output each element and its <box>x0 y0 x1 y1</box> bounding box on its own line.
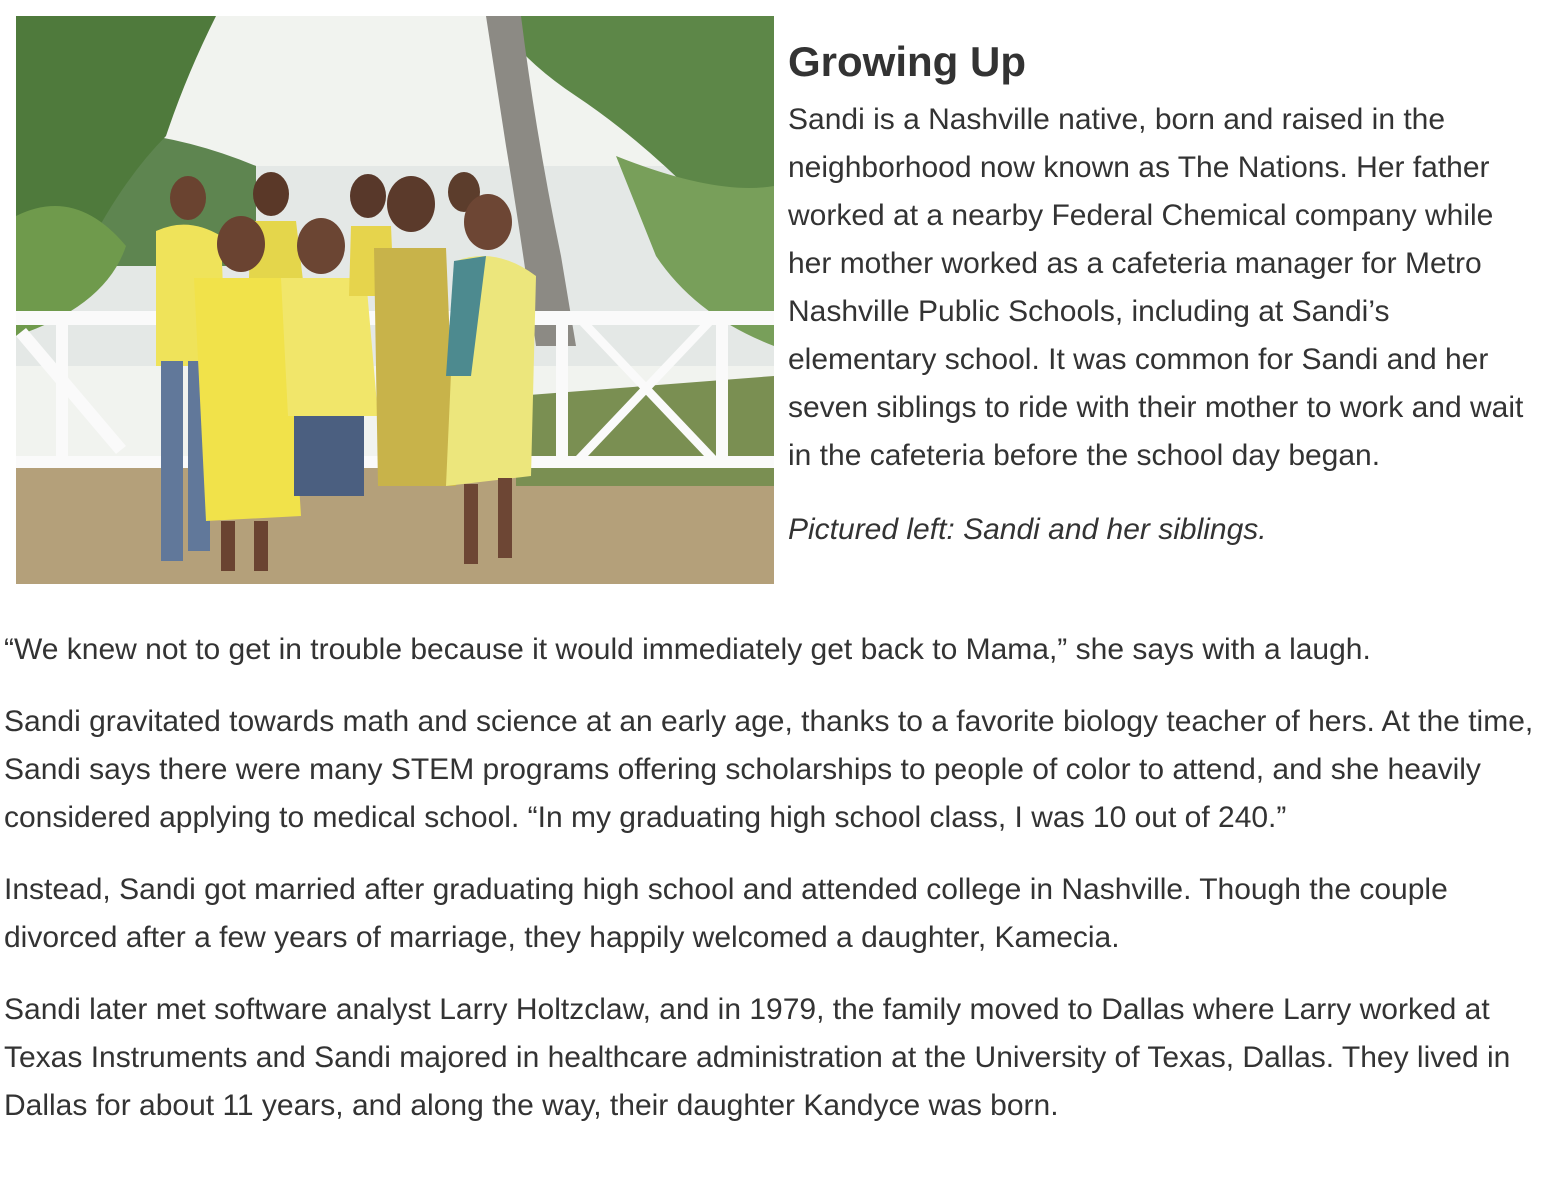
marriage-paragraph: Instead, Sandi got married after graduating high school and attended college in Nashville. Though the couple divorced after a few years of marriage, they happily welcomed a daughter, Kamecia. <box>4 873 1448 954</box>
section-heading: Growing Up <box>788 38 1026 85</box>
intro-paragraph: Sandi is a Nashville native, born and raised in the neighborhood now known as The Nations. Her father worked at a nearby Federal Chemical company while her mother worked as a cafeteria manager for Metro Nashville Public Schools, including at Sandi’s elementary school. It was common for Sandi and her seven siblings to ride with their mother to work and wait in the cafeteria before the school day began. <box>788 103 1524 472</box>
siblings-photo <box>16 16 774 584</box>
quote-paragraph: “We knew not to get in trouble because it would immediately get back to Mama,” she says with a laugh. <box>4 633 1371 666</box>
article-body <box>4 626 1540 1154</box>
article-side-column <box>788 36 1538 554</box>
education-paragraph: Sandi gravitated towards math and science at an early age, thanks to a favorite biology teacher of hers. At the time, Sandi says there were many STEM programs offering scholarships to people of color to attend, and she heavily considered applying to medical school. “In my graduating high school class, I was 10 out of 240.” <box>4 705 1534 834</box>
photo-caption: Pictured left: Sandi and her siblings. <box>788 513 1267 546</box>
dallas-paragraph: Sandi later met software analyst Larry Holtzclaw, and in 1979, the family moved to Dallas where Larry worked at Texas Instruments and Sandi majored in healthcare administration at the University of Texas, Dallas. They lived in Dallas for about 11 years, and along the way, their daughter Kandyce was born. <box>4 993 1511 1122</box>
